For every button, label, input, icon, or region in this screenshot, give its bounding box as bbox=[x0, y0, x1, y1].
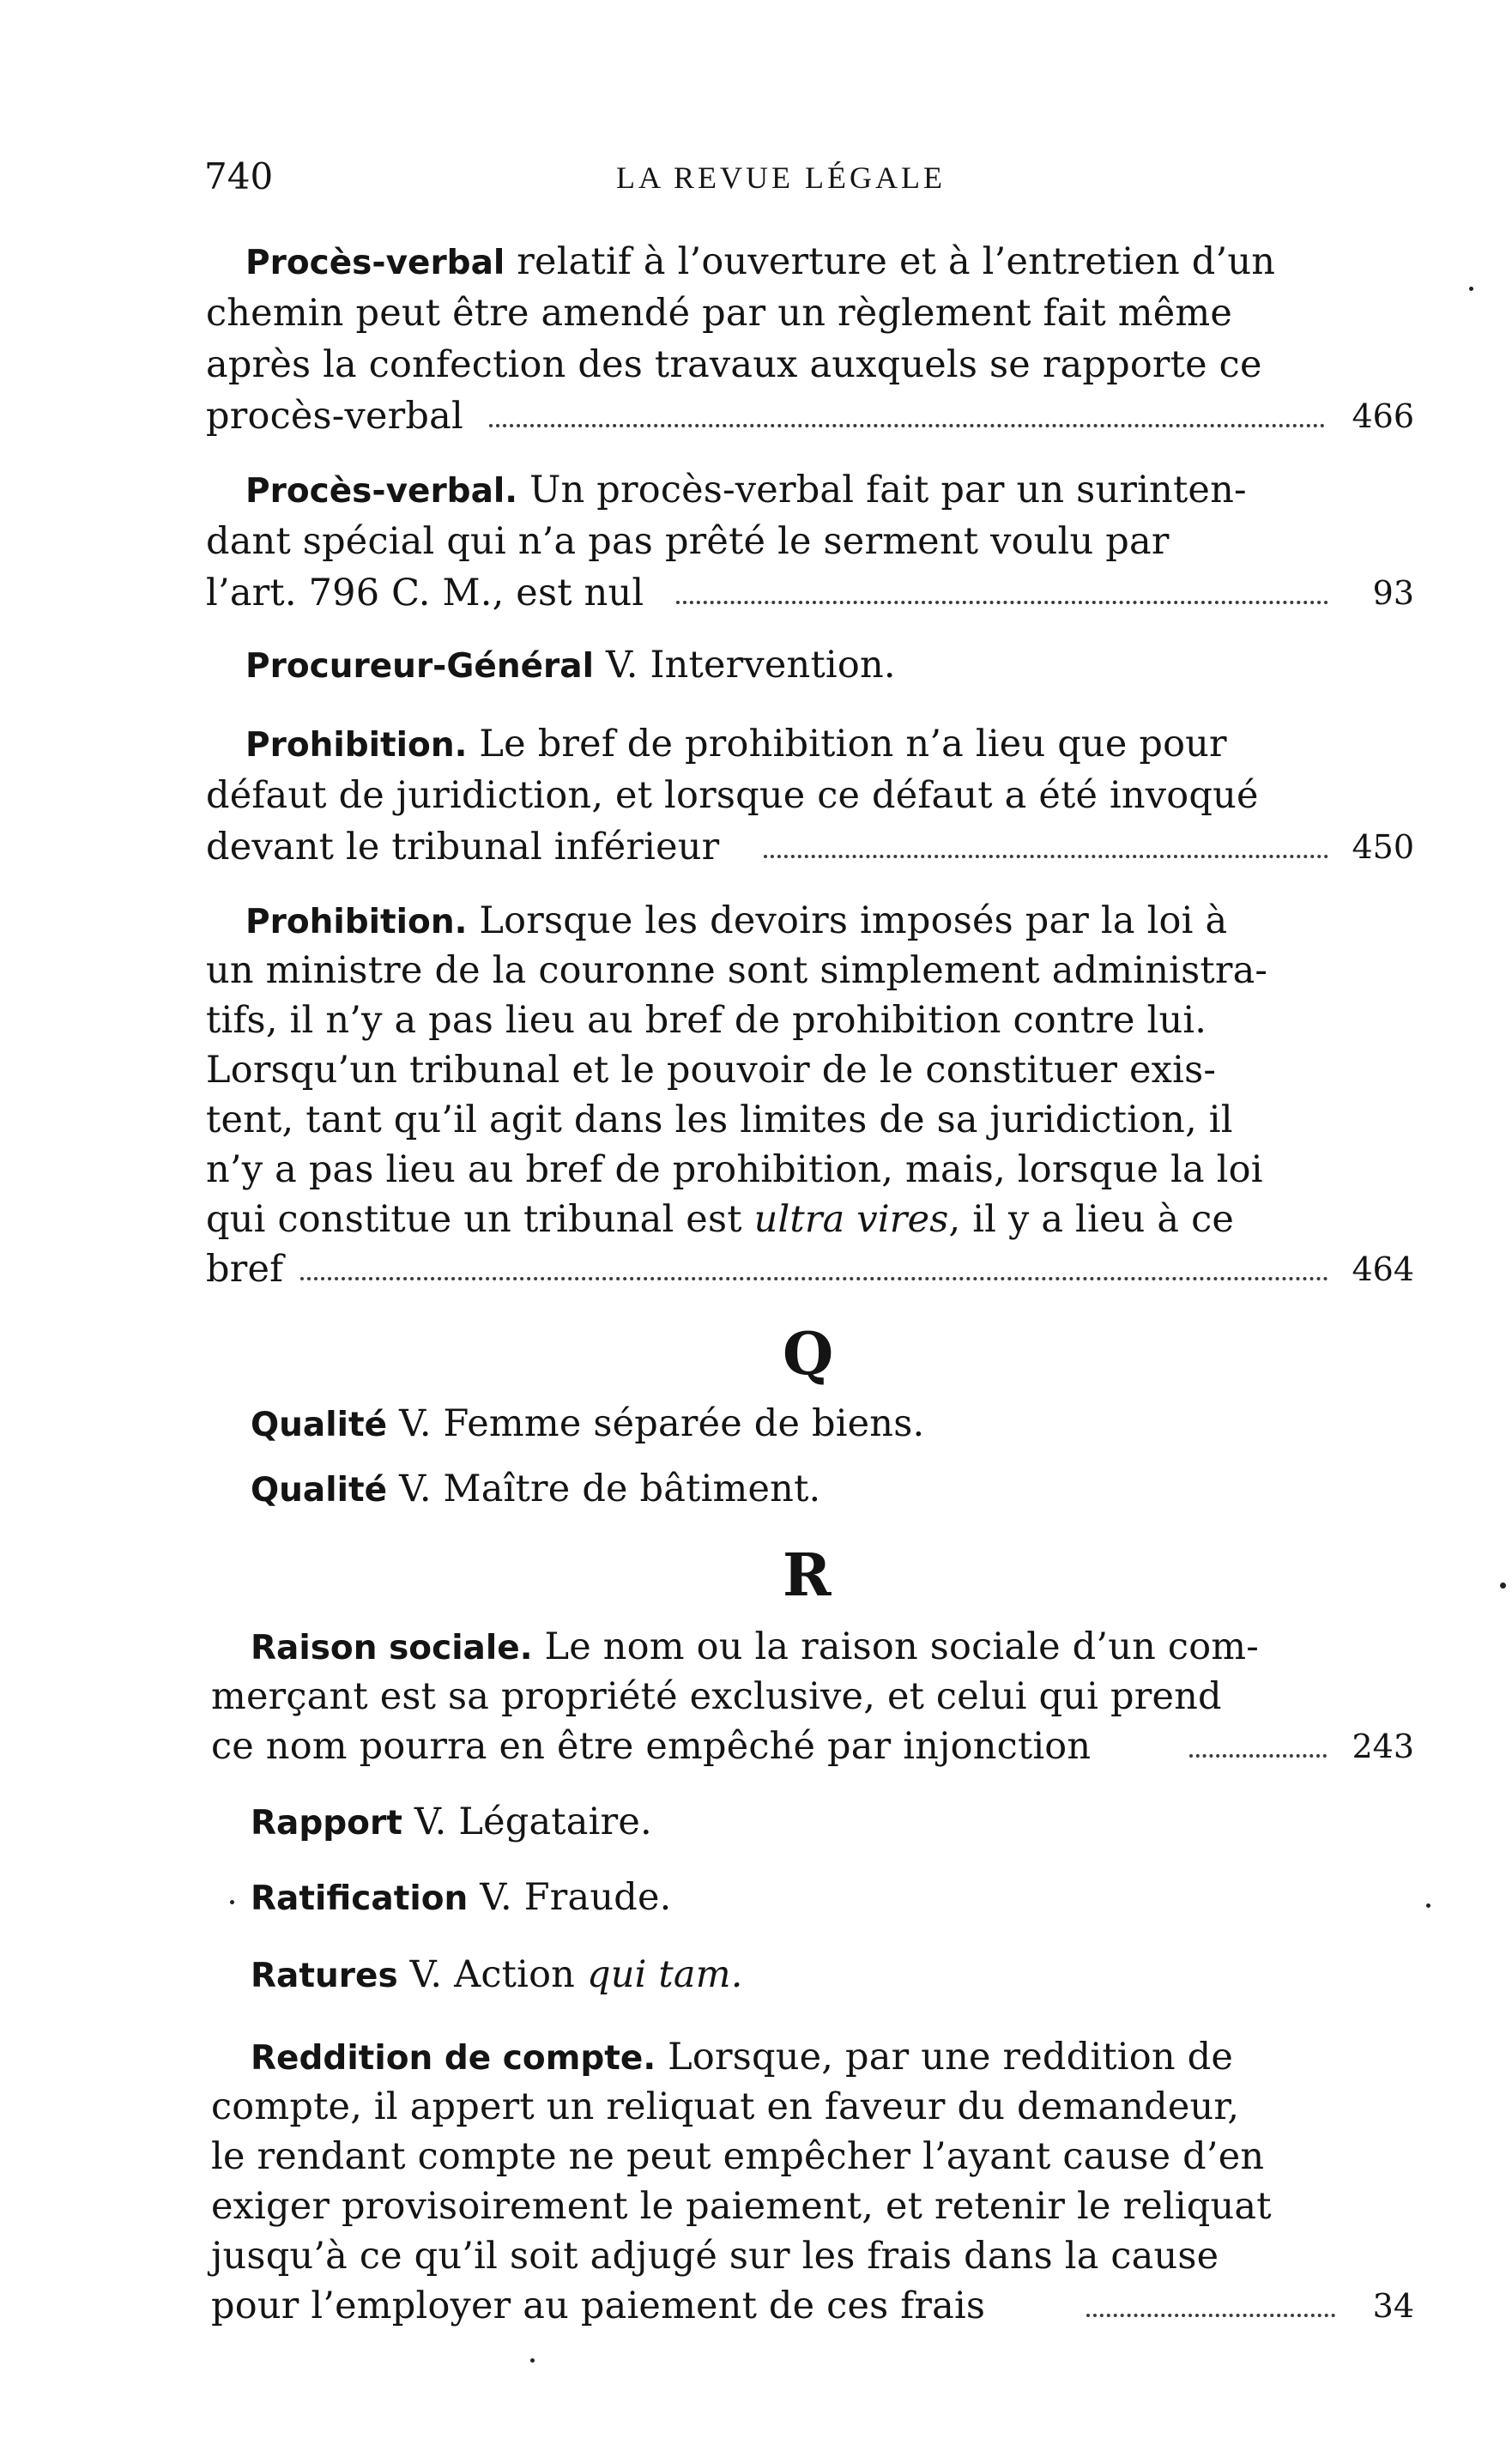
entry-line: pour l’employer au paiement de ces frais 34 bbox=[211, 2281, 1424, 2331]
entry-headword: Ratures bbox=[251, 1957, 398, 1995]
dot-leader bbox=[300, 1277, 1328, 1280]
entry-headword: Qualité bbox=[251, 1471, 388, 1510]
dot-leader bbox=[1086, 2314, 1335, 2317]
entry-line: bref 464 bbox=[206, 1244, 1424, 1294]
print-speck bbox=[230, 1900, 234, 1904]
print-speck bbox=[530, 2358, 535, 2363]
page-reference: 464 bbox=[1352, 1250, 1414, 1288]
page-reference: 450 bbox=[1352, 828, 1414, 866]
page-number: 740 bbox=[204, 155, 274, 197]
print-speck bbox=[1469, 287, 1473, 291]
print-speck bbox=[1426, 1903, 1430, 1908]
entry-headword: Reddition de compte. bbox=[251, 2039, 656, 2078]
entry-headword: Procès-verbal bbox=[245, 244, 505, 282]
entry-headword: Prohibition. bbox=[245, 726, 468, 765]
dot-leader bbox=[1189, 1754, 1327, 1758]
entry-headword: Procureur-Général bbox=[245, 647, 594, 686]
dot-leader bbox=[764, 855, 1328, 858]
entry-line: procès-verbal 466 bbox=[206, 391, 1424, 441]
section-letter: Q bbox=[783, 1320, 832, 1389]
page-reference: 93 bbox=[1372, 574, 1414, 612]
page-reference: 34 bbox=[1372, 2287, 1414, 2325]
entry-headword: Rapport bbox=[251, 1804, 402, 1843]
italic-term: qui tam. bbox=[586, 1953, 743, 1996]
entry-headword: Prohibition. bbox=[245, 903, 468, 941]
entry-headword: Procès-verbal. bbox=[245, 472, 518, 511]
dot-leader bbox=[676, 601, 1328, 604]
entry-line: devant le tribunal inférieur 450 bbox=[206, 822, 1424, 872]
entry-line: ce nom pourra en être empêché par injonction 243 bbox=[211, 1722, 1424, 1771]
running-head bbox=[204, 151, 1423, 203]
section-letter: R bbox=[783, 1541, 830, 1610]
entry-line: l’art. 796 C. M., est nul 93 bbox=[206, 568, 1424, 618]
document-page: 740 LA REVUE LÉGALE Procès-verbal relatif à l’ouverture et à l’entretien d’un chemin peut être amendé par un règlement fait même après la confection des travaux auxquels se rapporte ce procès-verbal 466 Procès-verbal. Un procès-verbal fait par un surinten- dant spécial qui n’a pas prêté le serment voulu par l’art. 796 C. M., est nul 93 Procureur-Général V. Intervention. Prohibition. Le bref de prohibition n’a lieu que pour défaut de juridiction, et lorsque ce défaut a été invoqué devant le tribunal inférieur 450 Prohibition. Lorsque les devoirs imposés par la loi à un ministre de la couronne sont simplement administra- tifs, il n’y a pas lieu au bref de prohibition contre lui. Lorsqu’un tribunal et le pouvoir de le constituer exis- tent, tant qu’il agit dans les limites de sa juridiction, il n’y a pas lieu au bref de prohibition, mais, lorsque la loi qui constitue un tribunal est ultra vires, il y a lieu à ce bref 464 Q Qualité V. Femme séparée de biens. Qualité V. Maître de bâtiment. R Raison sociale. Le nom ou la raison sociale d’un com- merçant est sa propriété exclusive, et celui qui prend ce nom pourra en être empêché par injonction 243 Rapport V. Légataire. Ratification V. Fraude. Ratures V. Action qui tam. Reddition de compte. Lorsque, par une reddition de compte, il appert un reliquat en faveur du demandeur, le rendant compte ne peut empêcher l’ayant cause d’en exiger provisoirement le paiement, et retenir le reliquat jusqu’à ce qu’il soit adjugé sur les frais dans la cause pour l’employer au paiement de ces frais 34 bbox=[0, 0, 1512, 2451]
page-reference: 243 bbox=[1352, 1728, 1414, 1765]
entry-headword: Raison sociale. bbox=[251, 1629, 533, 1667]
journal-title: LA REVUE LÉGALE bbox=[616, 160, 946, 195]
entry-headword: Qualité bbox=[251, 1406, 388, 1444]
italic-term: ultra vires bbox=[753, 1198, 949, 1241]
print-speck bbox=[1500, 1583, 1506, 1589]
page-reference: 466 bbox=[1352, 397, 1414, 435]
entry-headword: Ratification bbox=[251, 1879, 469, 1918]
dot-leader bbox=[489, 424, 1325, 427]
